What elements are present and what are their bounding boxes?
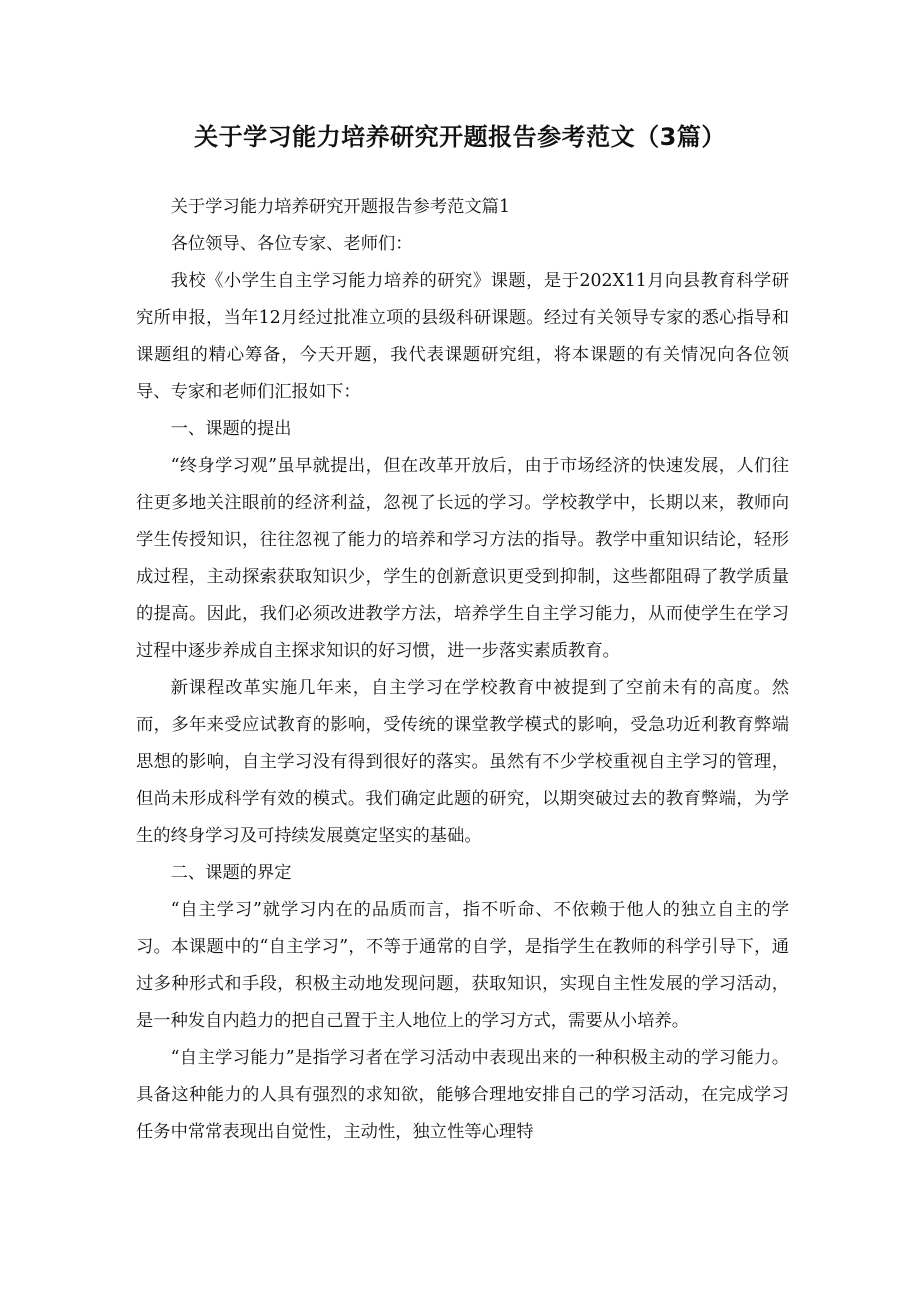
paragraph-lifelong-learning: “终身学习观”虽早就提出，但在改革开放后，由于市场经济的快速发展，人们往往更多地关注眼前的经济利益，忽视了长远的学习。学校教学中，长期以来，教师向学生传授知识，往往忽视了能力的培养和学习方法的指导。教学中重知识结论，轻形成过程，主动探索获取知识少，学生的创新意识更受到抑制，这些都阻碍了教学质量的提高。因此，我们必须改进教学方法，培养学生自主学习能力，从而使学生在学习过程中逐步养成自主探求知识的好习惯，进一步落实素质教育。 bbox=[136, 456, 789, 661]
paragraph-autonomous-learning: “自主学习”就学习内在的品质而言，指不听命、不依赖于他人的独立自主的学习。本课题中的“自主学习”，不等于通常的自学，是指学生在教师的科学引导下，通过多种形式和手段，积极主动地发现问题，获取知识，实现自主性发展的学习活动，是一种发自内趋力的把自己置于主人地位上的学习方式，需要从小培养。 bbox=[136, 900, 789, 1031]
paragraph-intro: 我校《小学生自主学习能力培养的研究》课题，是于202X11月向县教育科学研究所申报，当年12月经过批准立项的县级科研课题。经过有关领导专家的悉心指导和课题组的精心筹备，今天开题，我代表课题研究组，将本课题的有关情况向各位领导、专家和老师们汇报如下： bbox=[136, 271, 789, 402]
document-title: 关于学习能力培养研究开题报告参考范文（3篇） bbox=[194, 123, 726, 151]
paragraph-autonomous-ability: “自主学习能力”是指学习者在学习活动中表现出来的一种积极主动的学习能力。具备这种能力的人具有强烈的求知欲，能够合理地安排自己的学习活动，在完成学习任务中常常表现出自觉性，主动性，独立性等心理特 bbox=[136, 1048, 789, 1142]
heading-topic-definition: 二、课题的界定 bbox=[170, 863, 292, 883]
paragraph-curriculum-reform: 新课程改革实施几年来，自主学习在学校教育中被提到了空前未有的高度。然而，多年来受应试教育的影响，受传统的课堂教学模式的影响，受急功近利教育弊端思想的影响，自主学习没有得到很好的落实。虽然有不少学校重视自主学习的管理，但尚未形成科学有效的模式。我们确定此题的研究，以期突破过去的教育弊端，为学生的终身学习及可持续发展奠定坚实的基础。 bbox=[136, 678, 789, 846]
heading-topic-origin: 一、课题的提出 bbox=[170, 419, 292, 439]
section-subtitle: 关于学习能力培养研究开题报告参考范文篇1 bbox=[170, 197, 510, 217]
document-body bbox=[136, 189, 789, 1151]
greeting: 各位领导、各位专家、老师们： bbox=[170, 234, 413, 254]
